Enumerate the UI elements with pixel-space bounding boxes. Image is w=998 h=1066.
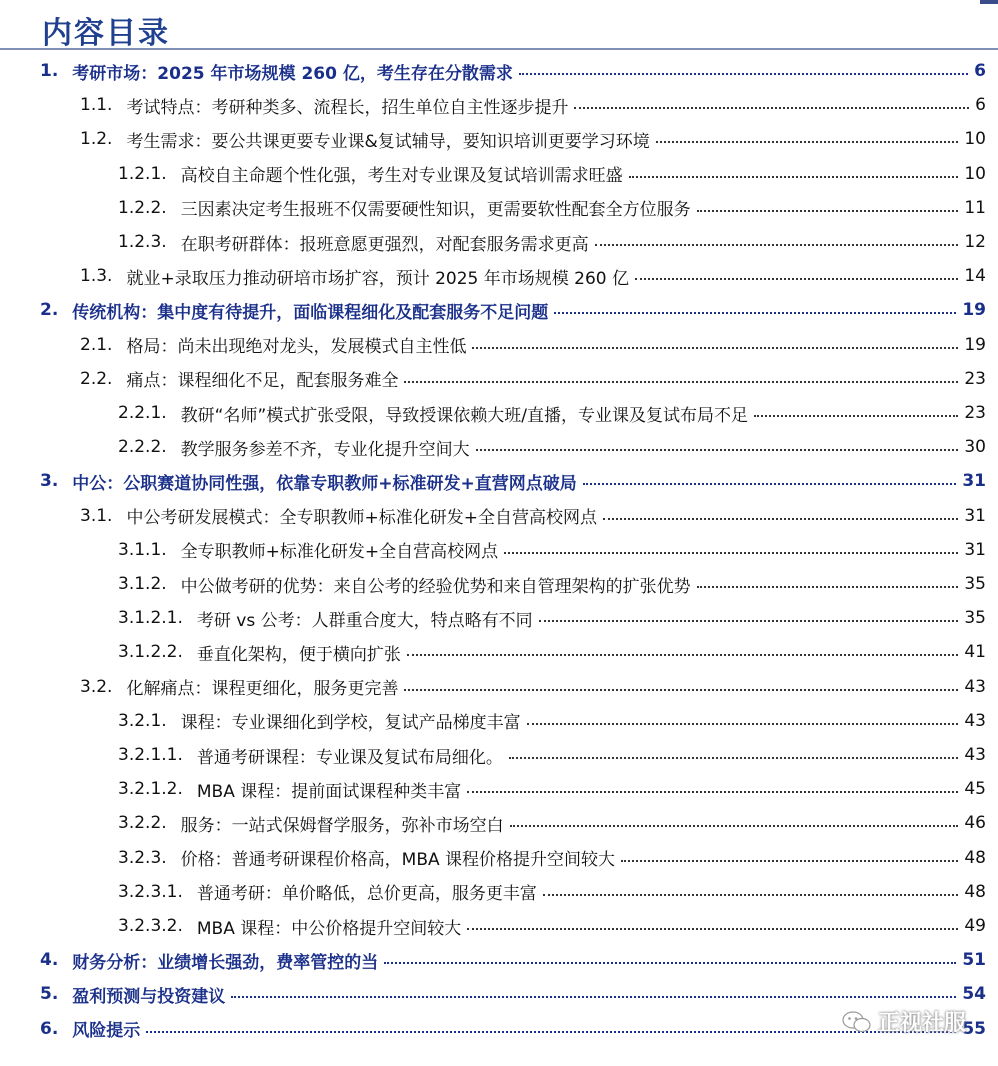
toc-entry-number: 3.2.1.1. [118, 745, 183, 765]
toc-entry-page: 23 [964, 368, 986, 389]
toc-entry-page: 55 [962, 1018, 986, 1039]
toc-entry-number: 2.2.2. [118, 437, 167, 458]
dot-leader [629, 176, 959, 178]
toc-entry-number: 5. [40, 984, 59, 1005]
toc-entry-number: 3.1.1. [118, 539, 167, 560]
toc-entry[interactable] [118, 772, 986, 806]
dot-leader [697, 586, 959, 588]
toc-entry-title: 考研市场：2025 年市场规模 260 亿，考生存在分散需求 [72, 63, 513, 84]
toc-entry-number: 4. [40, 950, 59, 971]
toc-entry-title: 考生需求：要公共课更要专业课&复试辅导，要知识培训更要学习环境 [126, 131, 650, 152]
toc-entry-title: MBA 课程：中公价格提升空间较大 [196, 918, 462, 939]
toc-entry-page: 14 [964, 266, 986, 287]
toc-entry-title: 化解痛点：课程更细化，服务更完善 [126, 679, 399, 700]
toc-entry-number: 3.2.2. [118, 813, 167, 834]
toc-entry-number: 3.2. [80, 676, 113, 697]
toc-entry-number: 3.1.2.1. [118, 608, 183, 629]
dot-leader [574, 107, 969, 109]
dot-leader [467, 791, 958, 793]
toc-entry-title: 考研 vs 公考：人群重合度大，特点略有不同 [196, 610, 533, 631]
toc-entry-page: 51 [962, 950, 986, 971]
toc-entry-title: 中公考研发展模式：全专职教师+标准化研发+全自营高校网点 [126, 508, 597, 529]
toc-entry[interactable] [118, 806, 986, 840]
dot-leader [543, 894, 958, 896]
toc-entry[interactable] [80, 122, 986, 156]
toc-entry[interactable] [118, 567, 986, 601]
dot-leader [509, 757, 958, 759]
toc-entry-number: 3.2.1.2. [118, 779, 183, 800]
toc-entry-page: 10 [964, 129, 986, 150]
toc-entry-title: 课程：专业课细化到学校，复试产品梯度丰富 [180, 713, 521, 734]
toc-entry-title: 价格：普通考研课程价格高，MBA 课程价格提升空间较大 [180, 850, 616, 871]
toc-entry-page: 46 [964, 813, 986, 834]
toc-entry-page: 31 [964, 539, 986, 560]
toc-entry-title: 垂直化架构，便于横向扩张 [196, 644, 401, 665]
toc-entry-page: 43 [964, 745, 986, 765]
toc-entry-title: 传统机构：集中度有待提升，面临课程细化及配套服务不足问题 [72, 302, 549, 323]
toc-entry-page: 49 [964, 916, 986, 936]
toc-entry-title: 就业+录取压力推动研培市场扩容，预计 2025 年市场规模 260 亿 [126, 268, 630, 289]
toc-entry[interactable] [118, 430, 986, 464]
watermark [842, 1006, 966, 1037]
toc-entry-number: 1.1. [80, 95, 113, 116]
dot-leader [583, 483, 957, 485]
toc-title: 内容目录 [42, 16, 170, 51]
toc-entry-number: 2. [40, 300, 59, 321]
toc-entry-title: 教研“名师”模式扩张受限，导致授课依赖大班/直播，专业课及复试布局不足 [180, 405, 749, 426]
wechat-icon [842, 1010, 872, 1034]
toc-entry-title: 服务：一站式保姆督学服务，弥补市场空白 [180, 815, 504, 836]
toc-entry[interactable] [118, 601, 986, 635]
toc-entry-page: 30 [964, 437, 986, 458]
toc-entry[interactable] [118, 841, 986, 875]
dot-leader [472, 347, 958, 349]
toc-entry-title: 在职考研群体：报班意愿更强烈，对配套服务需求更高 [180, 234, 589, 255]
dot-leader [384, 962, 956, 964]
title-divider [0, 48, 998, 50]
toc-entry-page: 31 [964, 505, 986, 526]
toc-entry-number: 3.2.3.1. [118, 881, 183, 902]
toc-entry-page: 43 [964, 676, 986, 697]
toc-entry-number: 1.2. [80, 129, 113, 150]
toc-entry-title: 全专职教师+标准化研发+全自营高校网点 [180, 542, 499, 563]
toc-entry-title: 风险提示 [72, 1021, 141, 1042]
toc-entry-number: 1.2.3. [118, 232, 167, 252]
toc-entry[interactable] [40, 54, 986, 88]
toc-entry[interactable] [118, 157, 986, 191]
toc-entry-title: 高校自主命题个性化强，考生对专业课及复试培训需求旺盛 [180, 166, 623, 187]
toc-entry-title: 财务分析：业绩增长强劲，费率管控的当 [72, 952, 379, 973]
toc-entry-page: 6 [974, 61, 986, 81]
toc-entry-page: 48 [964, 881, 986, 902]
toc-entry[interactable] [118, 704, 986, 738]
toc-entry-title: 盈利预测与投资建议 [72, 986, 226, 1007]
toc-entry-number: 1. [40, 61, 59, 81]
toc-entry-number: 3. [40, 471, 59, 492]
toc-entry-title: 中公：公职赛道协同性强，依靠专职教师+标准研发+直营网点破局 [72, 473, 577, 494]
toc-entry-number: 1.3. [80, 266, 113, 287]
toc-entry[interactable] [80, 362, 986, 396]
toc-entry-number: 3.2.3. [118, 847, 167, 868]
toc-entry[interactable] [40, 464, 986, 498]
dot-leader [404, 689, 958, 691]
toc-entry-title: 格局：尚未出现绝对龙头，发展模式自主性低 [126, 337, 467, 358]
corner-mark [980, 0, 998, 4]
toc-entry-page: 48 [964, 847, 986, 868]
dot-leader [146, 1031, 956, 1033]
dot-leader [519, 73, 968, 75]
toc-entry-page: 12 [964, 232, 986, 252]
toc-entry-number: 2.1. [80, 334, 113, 355]
toc-entry-title: 考试特点：考研种类多、流程长，招生单位自主性逐步提升 [126, 97, 569, 118]
dot-leader [539, 620, 959, 622]
toc-entry[interactable] [40, 293, 986, 327]
dot-leader [467, 928, 958, 930]
toc-entry-page: 54 [962, 984, 986, 1005]
toc-entry[interactable] [118, 533, 986, 567]
toc-entry[interactable] [118, 225, 986, 259]
toc-entry[interactable] [80, 328, 986, 362]
toc-entry[interactable] [40, 943, 986, 977]
toc-entry-page: 35 [964, 574, 986, 594]
dot-leader [231, 996, 956, 998]
toc-entry-page: 43 [964, 710, 986, 731]
toc-entry-number: 3.2.3.2. [118, 916, 183, 936]
dot-leader [621, 860, 958, 862]
dot-leader [504, 552, 958, 554]
toc-entry[interactable] [118, 738, 986, 772]
dot-leader [476, 449, 959, 451]
dot-leader [527, 723, 959, 725]
toc-entry-title: 教学服务参差不齐，专业化提升空间大 [180, 439, 470, 460]
toc-entry-number: 3.2.1. [118, 710, 167, 731]
toc-entry-number: 2.2. [80, 368, 113, 389]
toc-entry-page: 19 [962, 300, 986, 321]
dot-leader [554, 312, 956, 314]
toc-entry[interactable] [118, 396, 986, 430]
toc-entry-page: 19 [964, 334, 986, 355]
toc-entry-number: 2.2.1. [118, 403, 167, 423]
toc-entry-title: 痛点：课程细化不足，配套服务难全 [126, 371, 399, 392]
toc-entry[interactable] [80, 88, 986, 122]
toc-entry-title: 中公做考研的优势：来自公考的经验优势和来自管理架构的扩张优势 [180, 576, 691, 597]
toc-entry[interactable] [80, 670, 986, 704]
toc-entry[interactable] [80, 499, 986, 533]
dot-leader [697, 210, 959, 212]
toc-entry-page: 23 [964, 403, 986, 423]
dot-leader [404, 381, 958, 383]
toc-entry-page: 10 [964, 163, 986, 184]
dot-leader [603, 518, 958, 520]
toc-entry-number: 3.1.2.2. [118, 642, 183, 663]
dot-leader [510, 825, 959, 827]
toc-entry-page: 45 [964, 779, 986, 800]
watermark-text: 正视社服 [877, 1011, 966, 1036]
toc-entry-page: 35 [964, 608, 986, 629]
toc-entry-number: 3.1.2. [118, 574, 167, 594]
toc-entry-page: 31 [962, 471, 986, 492]
toc-entry-number: 1.2.1. [118, 163, 167, 184]
toc-entry-number: 3.1. [80, 505, 113, 526]
toc-entry[interactable] [118, 635, 986, 669]
dot-leader [595, 244, 959, 246]
toc-entry-title: 普通考研：单价略低，总价更高，服务更丰富 [196, 884, 537, 905]
toc-entry-number: 1.2.2. [118, 197, 167, 218]
toc-entry-title: MBA 课程：提前面试课程种类丰富 [196, 781, 462, 802]
toc-entry[interactable] [118, 909, 986, 943]
toc-entry-page: 11 [964, 197, 986, 218]
dot-leader [635, 278, 958, 280]
dot-leader [656, 141, 959, 143]
toc-entry-page: 6 [975, 95, 986, 116]
toc-entry[interactable] [80, 259, 986, 293]
dot-leader [407, 654, 958, 656]
dot-leader [754, 415, 958, 417]
toc-entry-title: 三因素决定考生报班不仅需要硬性知识，更需要软性配套全方位服务 [180, 200, 691, 221]
toc-entry[interactable] [118, 191, 986, 225]
toc-entry[interactable] [118, 875, 986, 909]
toc-entry-title: 普通考研课程：专业课及复试布局细化。 [196, 747, 503, 768]
toc-entry-number: 6. [40, 1018, 59, 1039]
toc-entry-page: 41 [964, 642, 986, 663]
